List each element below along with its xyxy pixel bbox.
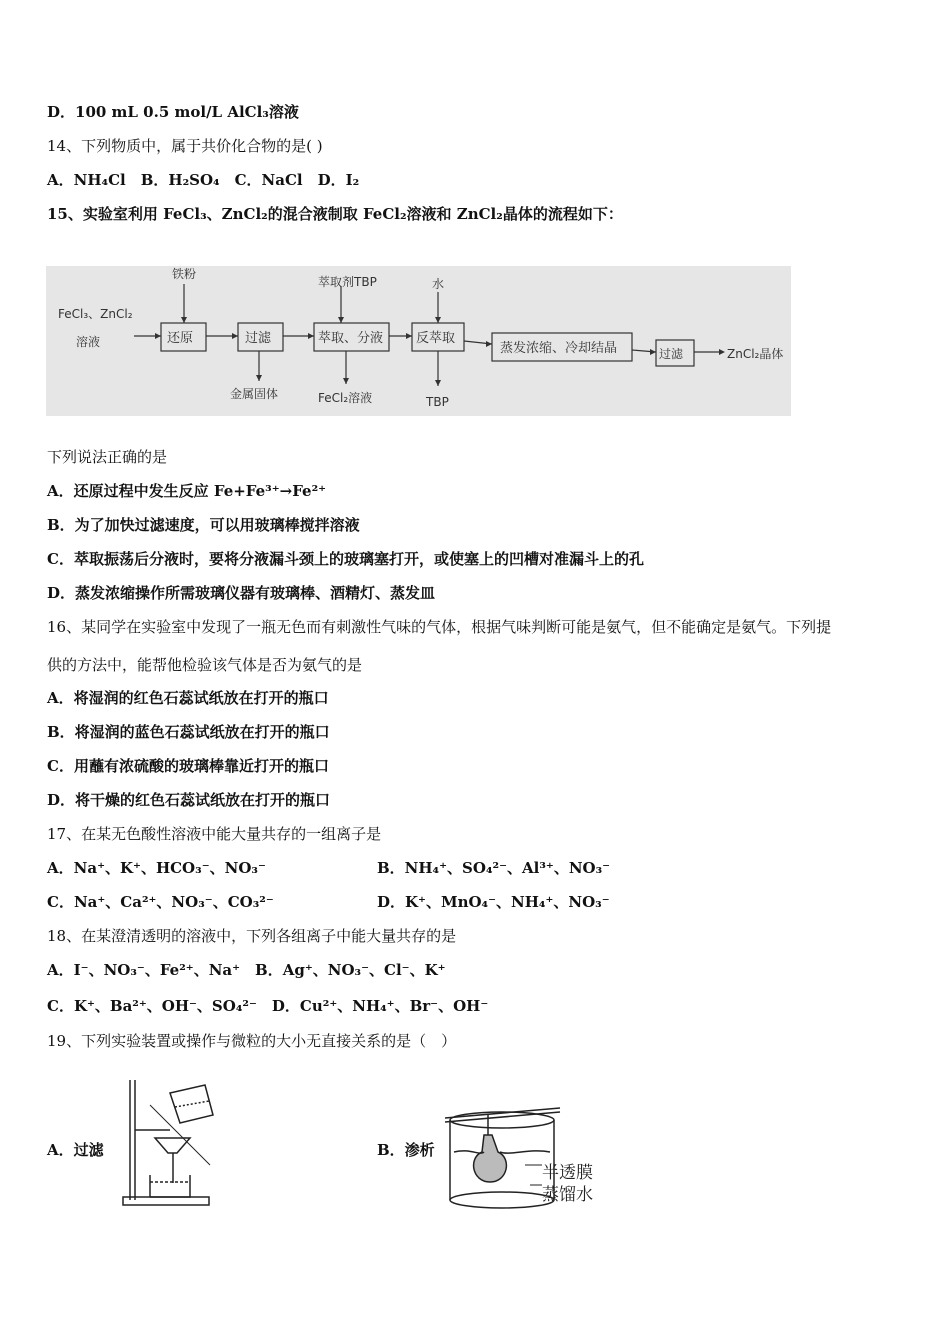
flow-step-filter: 过滤 bbox=[245, 331, 272, 346]
q17-option-d: D．K⁺、MnO₄⁻、NH₄⁺、NO₃⁻ bbox=[377, 893, 610, 911]
q13-option-d: D．100 mL 0.5 mol/L AlCl₃溶液 bbox=[47, 103, 299, 121]
flow-step-evaporate: 蒸发浓缩、冷却结晶 bbox=[500, 341, 618, 356]
flow-step-filter-2: 过滤 bbox=[659, 347, 684, 361]
flow-reagent-iron: 铁粉 bbox=[172, 267, 197, 281]
q14-stem: 14、下列物质中，属于共价化合物的是( ) bbox=[47, 137, 323, 155]
q16-option-b: B．将湿润的蓝色石蕊试纸放在打开的瓶口 bbox=[47, 723, 330, 741]
q15-stem: 15、实验室利用 FeCl₃、ZnCl₂的混合液制取 FeCl₂溶液和 ZnCl₂晶体的流程如下： bbox=[47, 205, 623, 223]
flow-step-back-extract: 反萃取 bbox=[416, 331, 456, 346]
flow-step-reduce: 还原 bbox=[167, 331, 194, 346]
q16-option-c: C．用蘸有浓硫酸的玻璃棒靠近打开的瓶口 bbox=[47, 757, 329, 775]
q18-stem: 18、在某澄清透明的溶液中，下列各组离子中能大量共存的是 bbox=[47, 927, 457, 945]
flow-reagent-tbp: 萃取剂TBP bbox=[318, 275, 377, 289]
dialysis-apparatus-figure bbox=[440, 1090, 620, 1215]
flow-input-line1: FeCl₃、ZnCl₂ bbox=[58, 307, 133, 321]
filtration-apparatus-figure bbox=[115, 1075, 220, 1210]
flow-output-fecl2: FeCl₂溶液 bbox=[318, 391, 373, 405]
label-distilled-water: 蒸馏水 bbox=[542, 1185, 593, 1205]
q16-option-d: D．将干燥的红色石蕊试纸放在打开的瓶口 bbox=[47, 791, 331, 809]
q19-option-b: B．渗析 bbox=[377, 1141, 435, 1159]
q17-option-b: B．NH₄⁺、SO₄²⁻、Al³⁺、NO₃⁻ bbox=[377, 859, 611, 877]
q16-option-a: A．将湿润的红色石蕊试纸放在打开的瓶口 bbox=[47, 689, 329, 707]
flow-step-extract: 萃取、分液 bbox=[318, 331, 384, 346]
q16-stem-line1: 16、某同学在实验室中发现了一瓶无色而有刺激性气味的气体，根据气味判断可能是氨气，但不能确定是氨气。下列提 bbox=[47, 618, 832, 636]
label-semipermeable-membrane: 半透膜 bbox=[542, 1163, 593, 1183]
flow-input-line2: 溶液 bbox=[76, 335, 101, 349]
q15-option-a: A．还原过程中发生反应 Fe+Fe³⁺→Fe²⁺ bbox=[47, 482, 327, 500]
q15-flowchart bbox=[46, 266, 791, 416]
flow-product: ZnCl₂晶体 bbox=[727, 347, 784, 361]
q15-option-c: C．萃取振荡后分液时，要将分液漏斗颈上的玻璃塞打开，或使塞上的凹槽对准漏斗上的孔 bbox=[47, 550, 644, 568]
flow-output-tbp: TBP bbox=[426, 395, 449, 409]
q18-options-ab: A．I⁻、NO₃⁻、Fe²⁺、Na⁺ B．Ag⁺、NO₃⁻、Cl⁻、K⁺ bbox=[47, 961, 446, 979]
q17-option-c: C．Na⁺、Ca²⁺、NO₃⁻、CO₃²⁻ bbox=[47, 893, 274, 911]
q19-stem: 19、下列实验装置或操作与微粒的大小无直接关系的是（ ） bbox=[47, 1032, 457, 1050]
q18-options-cd: C．K⁺、Ba²⁺、OH⁻、SO₄²⁻ D．Cu²⁺、NH₄⁺、Br⁻、OH⁻ bbox=[47, 997, 489, 1015]
q15-option-d: D．蒸发浓缩操作所需玻璃仪器有玻璃棒、酒精灯、蒸发皿 bbox=[47, 584, 436, 602]
flow-reagent-water: 水 bbox=[432, 277, 445, 291]
q15-prompt: 下列说法正确的是 bbox=[47, 448, 168, 466]
q17-stem: 17、在某无色酸性溶液中能大量共存的一组离子是 bbox=[47, 825, 382, 843]
flow-output-metal: 金属固体 bbox=[230, 387, 279, 401]
q14-options: A．NH₄Cl B．H₂SO₄ C．NaCl D．I₂ bbox=[47, 171, 360, 189]
q15-option-b: B．为了加快过滤速度，可以用玻璃棒搅拌溶液 bbox=[47, 516, 360, 534]
q17-option-a: A．Na⁺、K⁺、HCO₃⁻、NO₃⁻ bbox=[47, 859, 266, 877]
q16-stem-line2: 供的方法中，能帮他检验该气体是否为氨气的是 bbox=[47, 656, 363, 674]
q19-option-a: A．过滤 bbox=[47, 1141, 104, 1159]
